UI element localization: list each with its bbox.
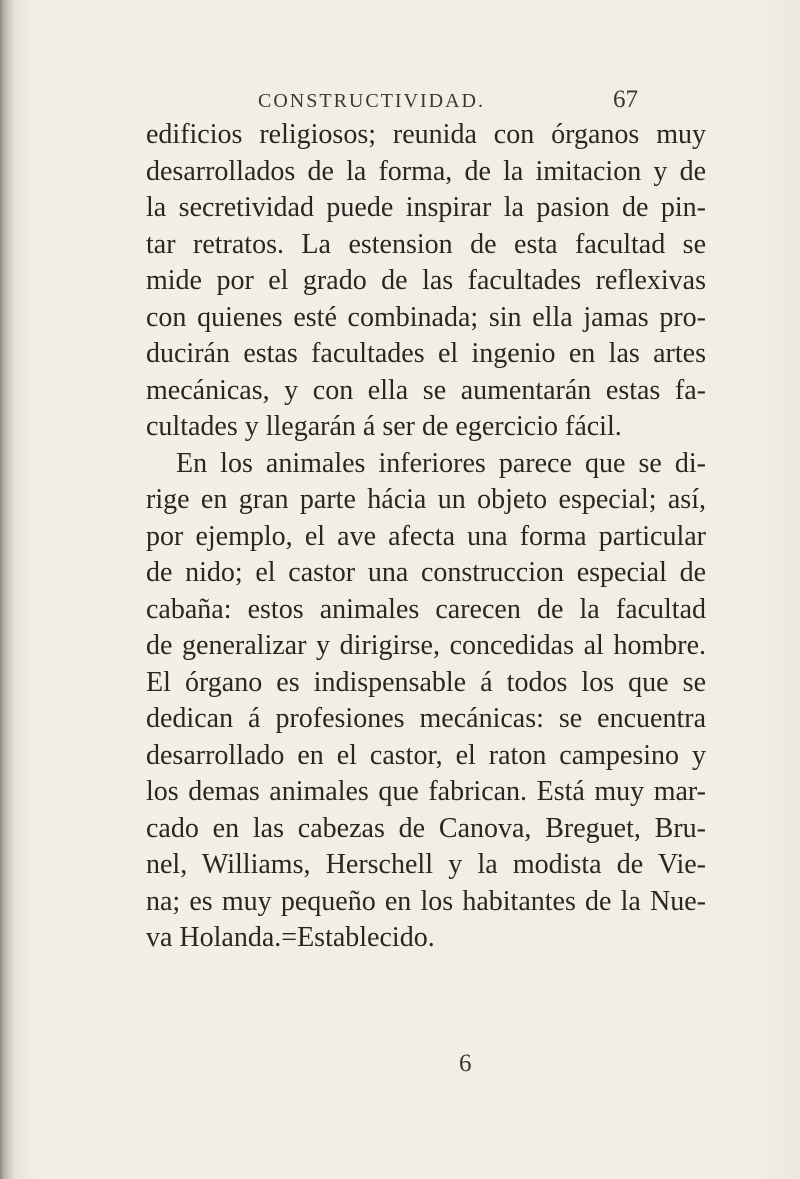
text-line: El órgano es indispensable á todos los que se — [146, 666, 706, 698]
text-line: desarrollado en el castor, el raton campesino y — [146, 739, 706, 771]
text-line: tar retratos. La estension de esta facultad se — [146, 228, 706, 260]
printer-signature-mark: 6 — [459, 1050, 472, 1077]
page-binding-edge — [0, 0, 14, 1179]
text-line: cultades y llegarán á ser de egercicio fácil. — [146, 411, 622, 442]
text-line: con quienes esté combinada; sin ella jamas pro- — [146, 301, 706, 333]
text-line: de generalizar y dirigirse, concedidas al hombre. — [146, 630, 706, 661]
text-line: cabaña: estos animales carecen de la facultad — [146, 593, 706, 625]
text-line: la secretividad puede inspirar la pasion de pin- — [146, 192, 706, 223]
text-line: edificios religiosos; reunida con órganos muy — [146, 119, 706, 150]
text-line: va Holanda.=Establecido. — [146, 922, 435, 953]
text-line: los demas animales que fabrican. Está muy mar- — [146, 776, 706, 807]
text-line: por ejemplo, el ave afecta una forma particular — [146, 520, 706, 552]
text-line: mide por el grado de las facultades reflexivas — [146, 265, 706, 296]
text-line: na; es muy pequeño en los habitantes de la Nue- — [146, 885, 706, 917]
text-line: desarrollados de la forma, de la imitacion y de — [146, 155, 706, 187]
running-head — [258, 86, 718, 116]
text-line: nel, Williams, Herschell y la modista de Vie- — [146, 849, 706, 880]
text-line: mecánicas, y con ella se aumentarán estas fa- — [146, 374, 706, 406]
text-line: rige en gran parte hácia un objeto especial; así, — [146, 484, 706, 515]
text-line: En los animales inferiores parece que se di- — [176, 447, 706, 479]
body-text — [146, 117, 706, 957]
running-title: CONSTRUCTIVIDAD. — [258, 90, 485, 112]
text-line: dedican á profesiones mecánicas: se encuentra — [146, 703, 706, 734]
text-line: ducirán estas facultades el ingenio en las artes — [146, 338, 706, 369]
text-line: de nido; el castor una construccion especial de — [146, 557, 706, 588]
page-number: 67 — [613, 86, 638, 113]
text-line: cado en las cabezas de Canova, Breguet, Bru- — [146, 812, 706, 844]
